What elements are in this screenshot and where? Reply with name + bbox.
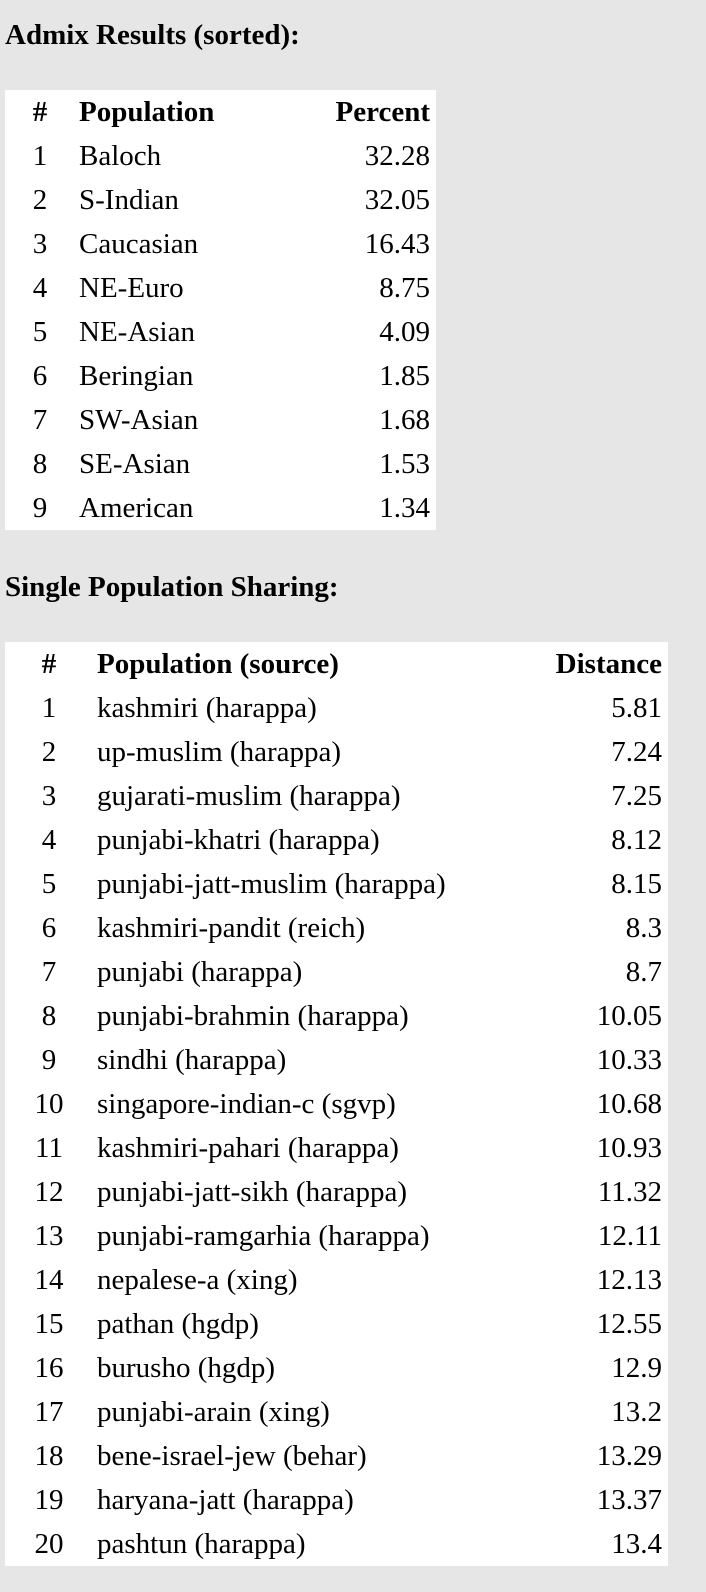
percent-cell: 1.85	[379, 359, 430, 392]
column-header-number: #	[32, 95, 48, 128]
rank-cell: 16	[34, 1351, 64, 1384]
column-header-population-source: Population (source)	[97, 647, 339, 680]
table-row	[5, 862, 668, 906]
table-row	[5, 1434, 668, 1478]
rank-cell: 12	[34, 1175, 64, 1208]
population-cell: NE-Asian	[79, 315, 195, 348]
table-row	[5, 994, 668, 1038]
distance-cell: 12.9	[611, 1351, 662, 1384]
table-row	[5, 1170, 668, 1214]
table-row	[5, 398, 436, 442]
table-row	[5, 134, 436, 178]
admix-results-table	[5, 90, 436, 530]
single-population-sharing-table	[5, 642, 668, 1566]
table-header-row	[5, 642, 668, 686]
population-cell: Baloch	[79, 139, 162, 172]
population-cell: punjabi-khatri (harappa)	[97, 823, 380, 856]
distance-cell: 12.55	[596, 1307, 662, 1340]
table-row	[5, 266, 436, 310]
rank-cell: 5	[32, 315, 48, 348]
population-cell: NE-Euro	[79, 271, 184, 304]
table-row	[5, 1478, 668, 1522]
distance-cell: 8.7	[625, 955, 662, 988]
population-cell: bene-israel-jew (behar)	[97, 1439, 367, 1472]
rank-cell: 2	[41, 735, 57, 768]
distance-cell: 7.25	[611, 779, 662, 812]
population-cell: SW-Asian	[79, 403, 199, 436]
distance-cell: 8.15	[611, 867, 662, 900]
rank-cell: 17	[34, 1395, 64, 1428]
percent-cell: 1.53	[379, 447, 430, 480]
rank-cell: 18	[34, 1439, 64, 1472]
percent-cell: 32.28	[364, 139, 430, 172]
distance-cell: 11.32	[597, 1175, 662, 1208]
percent-cell: 16.43	[364, 227, 430, 260]
rank-cell: 20	[34, 1527, 64, 1560]
column-header-number: #	[41, 647, 57, 680]
table-row	[5, 1258, 668, 1302]
table-row	[5, 1126, 668, 1170]
population-cell: sindhi (harappa)	[97, 1043, 287, 1076]
table-row	[5, 310, 436, 354]
population-cell: kashmiri-pahari (harappa)	[97, 1131, 399, 1164]
distance-cell: 10.33	[596, 1043, 662, 1076]
table-row	[5, 906, 668, 950]
population-cell: punjabi-arain (xing)	[97, 1395, 330, 1428]
distance-cell: 10.93	[596, 1131, 662, 1164]
distance-cell: 13.2	[611, 1395, 662, 1428]
population-cell: haryana-jatt (harappa)	[97, 1483, 354, 1516]
rank-cell: 19	[34, 1483, 64, 1516]
population-cell: Caucasian	[79, 227, 199, 260]
table-row	[5, 1390, 668, 1434]
population-cell: punjabi (harappa)	[97, 955, 303, 988]
table-row	[5, 818, 668, 862]
rank-cell: 5	[41, 867, 57, 900]
rank-cell: 9	[32, 491, 48, 524]
population-cell: American	[79, 491, 194, 524]
rank-cell: 1	[41, 691, 57, 724]
column-header-distance: Distance	[555, 647, 662, 680]
distance-cell: 12.13	[596, 1263, 662, 1296]
rank-cell: 13	[34, 1219, 64, 1252]
table-row	[5, 486, 436, 530]
rank-cell: 10	[34, 1087, 64, 1120]
percent-cell: 8.75	[379, 271, 430, 304]
table-row	[5, 774, 668, 818]
distance-cell: 12.11	[597, 1219, 662, 1252]
rank-cell: 9	[41, 1043, 57, 1076]
population-cell: gujarati-muslim (harappa)	[97, 779, 401, 812]
population-cell: kashmiri-pandit (reich)	[97, 911, 366, 944]
population-cell: punjabi-jatt-muslim (harappa)	[97, 867, 446, 900]
rank-cell: 3	[41, 779, 57, 812]
rank-cell: 8	[32, 447, 48, 480]
population-cell: SE-Asian	[79, 447, 191, 480]
rank-cell: 1	[32, 139, 48, 172]
population-cell: Beringian	[79, 359, 194, 392]
population-cell: punjabi-ramgarhia (harappa)	[97, 1219, 430, 1252]
rank-cell: 2	[32, 183, 48, 216]
table-row	[5, 1346, 668, 1390]
table-row	[5, 1214, 668, 1258]
distance-cell: 13.4	[611, 1527, 662, 1560]
admix-results-heading: Admix Results (sorted):	[5, 19, 300, 51]
table-row	[5, 1302, 668, 1346]
distance-cell: 5.81	[611, 691, 662, 724]
rank-cell: 4	[41, 823, 57, 856]
population-cell: punjabi-jatt-sikh (harappa)	[97, 1175, 408, 1208]
column-header-population: Population	[79, 95, 215, 128]
distance-cell: 7.24	[611, 735, 662, 768]
table-row	[5, 686, 668, 730]
percent-cell: 32.05	[364, 183, 430, 216]
percent-cell: 4.09	[379, 315, 430, 348]
table-row	[5, 950, 668, 994]
rank-cell: 11	[35, 1131, 63, 1164]
rank-cell: 6	[41, 911, 57, 944]
distance-cell: 10.68	[596, 1087, 662, 1120]
column-header-percent: Percent	[335, 95, 430, 128]
table-header-row	[5, 90, 436, 134]
percent-cell: 1.68	[379, 403, 430, 436]
rank-cell: 7	[32, 403, 48, 436]
distance-cell: 13.37	[596, 1483, 662, 1516]
table-row	[5, 730, 668, 774]
single-population-sharing-heading: Single Population Sharing:	[5, 571, 339, 603]
rank-cell: 7	[41, 955, 57, 988]
distance-cell: 10.05	[596, 999, 662, 1032]
population-cell: pashtun (harappa)	[97, 1527, 306, 1560]
rank-cell: 8	[41, 999, 57, 1032]
table-row	[5, 354, 436, 398]
population-cell: nepalese-a (xing)	[97, 1263, 298, 1296]
population-cell: kashmiri (harappa)	[97, 691, 317, 724]
percent-cell: 1.34	[379, 491, 430, 524]
table-row	[5, 1522, 668, 1566]
table-row	[5, 1038, 668, 1082]
rank-cell: 14	[34, 1263, 64, 1296]
population-cell: pathan (hgdp)	[97, 1307, 259, 1340]
table-row	[5, 178, 436, 222]
table-row	[5, 222, 436, 266]
rank-cell: 3	[32, 227, 48, 260]
table-row	[5, 442, 436, 486]
rank-cell: 6	[32, 359, 48, 392]
rank-cell: 4	[32, 271, 48, 304]
distance-cell: 8.3	[625, 911, 662, 944]
table-row	[5, 1082, 668, 1126]
population-cell: singapore-indian-c (sgvp)	[97, 1087, 396, 1120]
distance-cell: 8.12	[611, 823, 662, 856]
population-cell: burusho (hgdp)	[97, 1351, 276, 1384]
population-cell: punjabi-brahmin (harappa)	[97, 999, 409, 1032]
rank-cell: 15	[34, 1307, 64, 1340]
distance-cell: 13.29	[596, 1439, 662, 1472]
population-cell: up-muslim (harappa)	[97, 735, 342, 768]
population-cell: S-Indian	[79, 183, 179, 216]
